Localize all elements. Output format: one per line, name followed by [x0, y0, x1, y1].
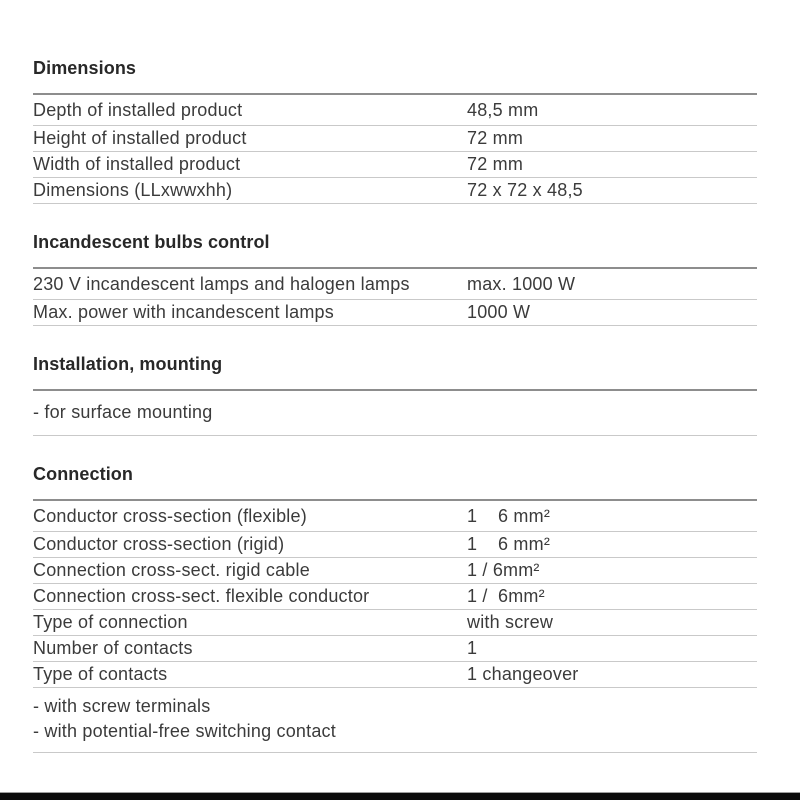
spec-row-label: Height of installed product — [33, 128, 247, 148]
section-notes — [33, 688, 757, 753]
spec-rows — [33, 501, 757, 688]
note-item: - with screw terminals — [33, 696, 211, 716]
spec-row-value: 72 mm — [467, 154, 524, 174]
spec-row — [33, 558, 757, 584]
spec-row-label: Conductor cross-section (flexible) — [33, 505, 307, 526]
spec-row-label: Connection cross-sect. rigid cable — [33, 560, 310, 580]
spec-rows — [33, 95, 757, 204]
note-item: - for surface mounting — [33, 402, 213, 422]
spec-row — [33, 584, 757, 610]
datasheet-content — [33, 58, 757, 753]
spec-row-label: Max. power with incandescent lamps — [33, 302, 334, 322]
spec-row — [33, 636, 757, 662]
spec-row — [33, 662, 757, 688]
spec-row-label: 230 V incandescent lamps and halogen lamps — [33, 273, 410, 294]
spec-row-value: max. 1000 W — [467, 273, 576, 294]
spec-row-value: 1 / 6mm² — [467, 560, 540, 580]
section-title: Incandescent bulbs control — [33, 232, 270, 252]
spec-row — [33, 532, 757, 558]
spec-row — [33, 95, 757, 126]
spec-row — [33, 269, 757, 300]
spec-row-value: 1 6 mm² — [467, 505, 551, 526]
spec-row — [33, 126, 757, 152]
section-installation-mounting — [33, 354, 757, 436]
spec-row-value: 48,5 mm — [467, 99, 539, 120]
spec-row-label: Dimensions (LLxwwxhh) — [33, 180, 233, 200]
section-dimensions — [33, 58, 757, 204]
section-title: Dimensions — [33, 58, 137, 78]
spec-row — [33, 300, 757, 326]
note-item: - with potential-free switching contact — [33, 721, 336, 741]
footer-bar — [0, 792, 800, 800]
spec-row-label: Connection cross-sect. flexible conductor — [33, 586, 370, 606]
section-notes — [33, 391, 757, 436]
spec-row-value: 1 changeover — [467, 664, 579, 684]
spec-row-label: Number of contacts — [33, 638, 193, 658]
section-title: Connection — [33, 464, 133, 484]
spec-row-label: Conductor cross-section (rigid) — [33, 534, 285, 554]
spec-row — [33, 178, 757, 204]
spec-row — [33, 152, 757, 178]
section-connection — [33, 464, 757, 753]
spec-row-value: 1000 W — [467, 302, 531, 322]
section-incandescent-bulbs-control — [33, 232, 757, 326]
spec-row-label: Type of connection — [33, 612, 188, 632]
spec-row-label: Depth of installed product — [33, 99, 243, 120]
spec-row — [33, 610, 757, 636]
spec-row-label: Type of contacts — [33, 664, 168, 684]
spec-row-value: 1 6 mm² — [467, 534, 551, 554]
spec-row-value: 1 / 6mm² — [467, 586, 545, 606]
spec-row-value: 72 mm — [467, 128, 524, 148]
spec-row-value: 72 x 72 x 48,5 — [467, 180, 583, 200]
spec-row-label: Width of installed product — [33, 154, 241, 174]
spec-row — [33, 501, 757, 532]
spec-row-value: with screw — [467, 612, 554, 632]
spec-rows — [33, 269, 757, 326]
spec-row-value: 1 — [467, 638, 478, 658]
section-title: Installation, mounting — [33, 354, 223, 374]
